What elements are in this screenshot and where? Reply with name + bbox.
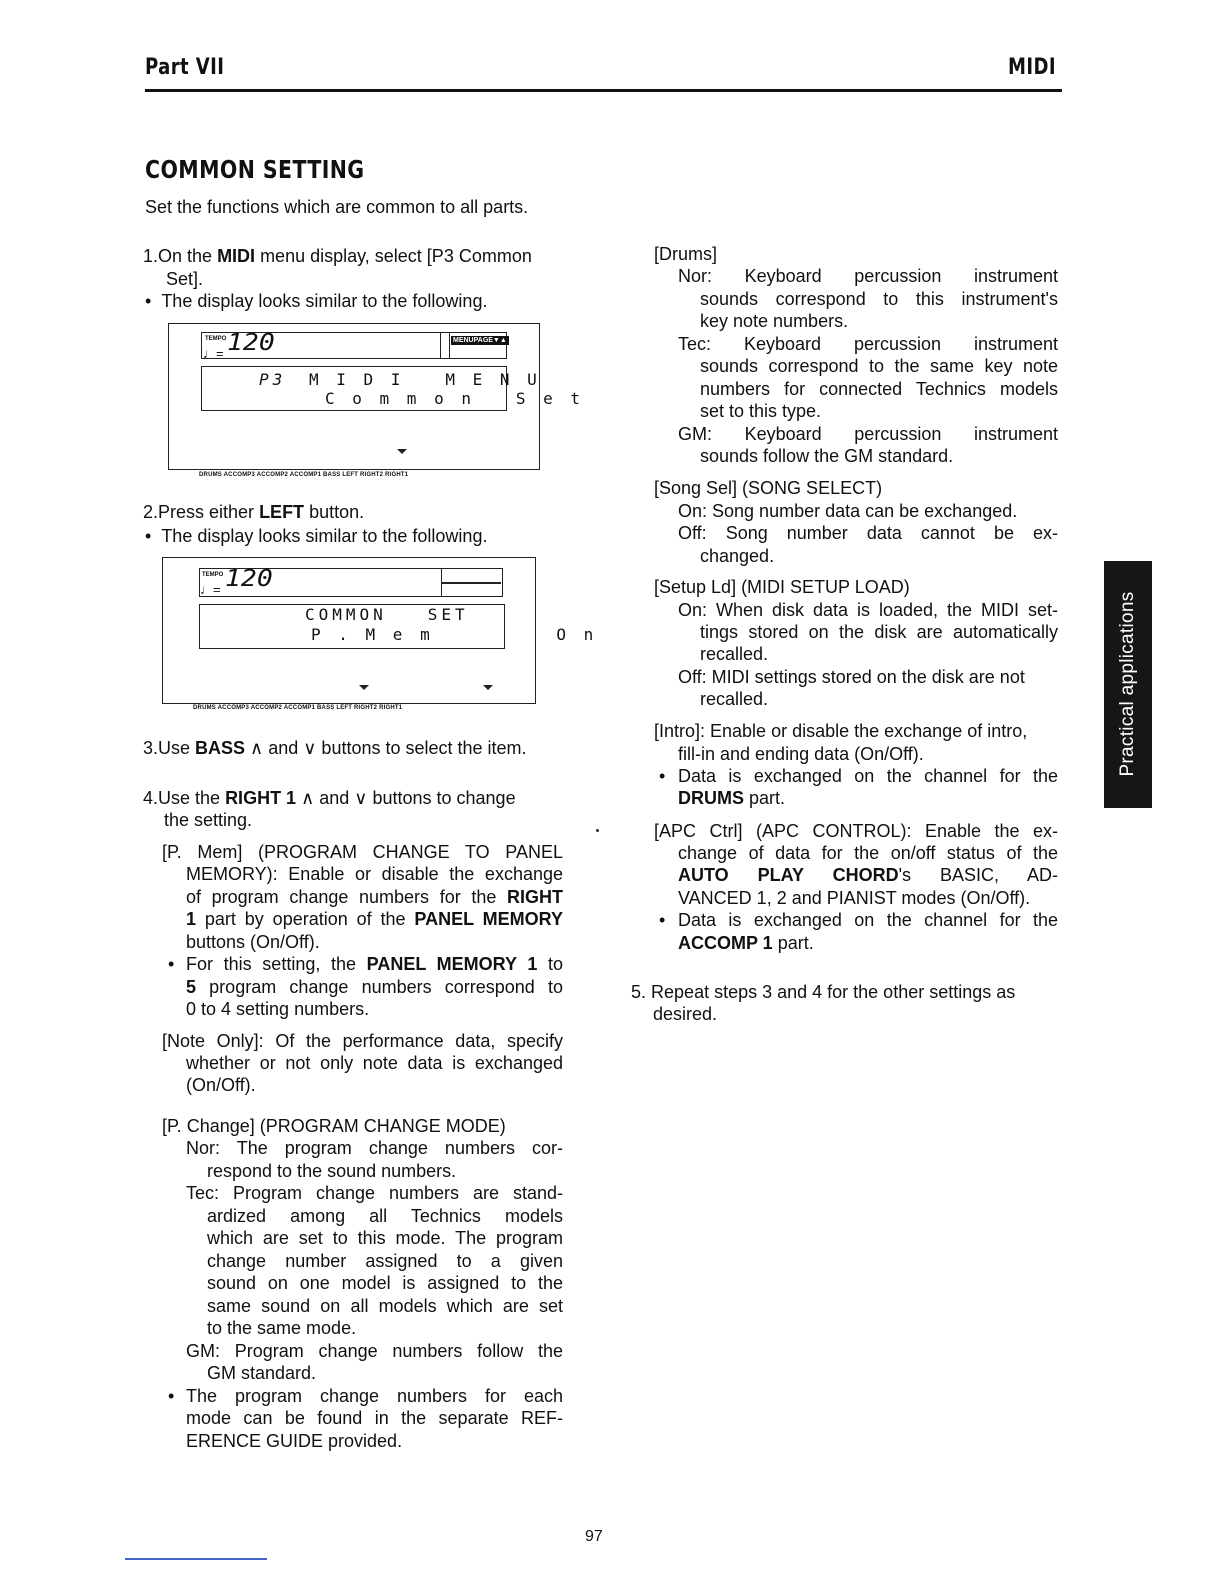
intro-bullet-2: DRUMS part. [678, 788, 786, 808]
lcd-line-1: M I D I M E N U [309, 370, 541, 389]
tempo-value: 120 [225, 566, 273, 592]
intro-bullet-marker: • [659, 766, 666, 786]
intro-item-line-1: [Intro]: Enable or disable the exchange of intro, [654, 721, 1028, 741]
step5-line-1: 5. Repeat steps 3 and 4 for the other settings as [631, 982, 1016, 1002]
pchange-tec-1: Tec: Program change numbers are stand- [186, 1183, 563, 1203]
down-arrow-icon [359, 685, 369, 690]
lcd-line-2: P . M e m O n [311, 625, 598, 644]
footer-link-line [125, 1558, 267, 1560]
pchange-gm-2: GM standard. [207, 1363, 317, 1383]
pchange-tec-2: ardized among all Technics models [207, 1206, 563, 1226]
drums-nor-3: key note numbers. [700, 311, 849, 331]
setupld-off-1: Off: MIDI settings stored on the disk are not [678, 667, 1025, 687]
step4-cont: the setting. [164, 810, 253, 830]
noteonly-line-3: (On/Off). [186, 1075, 256, 1095]
apc-bullet-marker: • [659, 910, 666, 930]
pmem-line-1: [P. Mem] (PROGRAM CHANGE TO PANEL [162, 842, 563, 862]
pchange-nor-2: respond to the sound numbers. [207, 1161, 457, 1181]
noteonly-line-1: [Note Only]: Of the performance data, specify [162, 1031, 563, 1051]
pchange-title: [P. Change] (PROGRAM CHANGE MODE) [162, 1116, 506, 1136]
pchange-tec-4: change number assigned to a given [207, 1251, 563, 1271]
pmem-bullet-3: 0 to 4 setting numbers. [186, 999, 370, 1019]
step1-cont: Set]. [166, 269, 204, 289]
header-rule [145, 89, 1062, 92]
down-arrow-icon [397, 449, 407, 454]
songsel-off-2: changed. [700, 546, 775, 566]
quarter-note-icon: ♩= [203, 346, 224, 361]
drums-title: [Drums] [654, 244, 717, 264]
pchange-tec-7: to the same mode. [207, 1318, 357, 1338]
pmem-line-2: MEMORY): Enable or disable the exchange [186, 864, 563, 884]
pchange-gm-1: GM: Program change numbers follow the [186, 1341, 563, 1361]
lcd-line-2: C o m m o n S e t [325, 389, 585, 408]
pchange-tec-6: same sound on all models which are set [207, 1296, 563, 1316]
intro-text: Set the functions which are common to all parts. [145, 197, 529, 217]
setupld-on-2: tings stored on the disk are automatically [700, 622, 1058, 642]
setupld-title: [Setup Ld] (MIDI SETUP LOAD) [654, 577, 910, 597]
page-number: 97 [585, 1528, 603, 1545]
part-strip: DRUMS ACCOMP3 ACCOMP2 ACCOMP1 BASS LEFT RIGHT2 RIGHT1 [193, 705, 403, 711]
section-title: COMMON SETTING [145, 155, 365, 184]
pmem-bullet-2: 5 program change numbers correspond to [186, 977, 563, 997]
apc-line-4: VANCED 1, 2 and PIANIST modes (On/Off). [678, 888, 1031, 908]
stray-mark [596, 829, 599, 832]
intro-item-line-2: fill-in and ending data (On/Off). [678, 744, 924, 764]
part-strip: DRUMS ACCOMP3 ACCOMP2 ACCOMP1 BASS LEFT RIGHT2 RIGHT1 [199, 472, 409, 478]
drums-tec-1: Tec: Keyboard percussion instrument [678, 334, 1058, 354]
step1-bullet: • The display looks similar to the following. [145, 291, 488, 311]
apc-bullet-1: Data is exchanged on the channel for the [678, 910, 1058, 930]
side-tab-label: Practical applications [1117, 591, 1138, 777]
setupld-off-2: recalled. [700, 689, 769, 709]
pchange-bullet-3: ERENCE GUIDE provided. [186, 1431, 403, 1451]
songsel-on: On: Song number data can be exchanged. [678, 501, 1018, 521]
intro-bullet-1: Data is exchanged on the channel for the [678, 766, 1058, 786]
menupage-indicator: MENUPAGE▼▲ [453, 337, 507, 344]
songsel-off-1: Off: Song number data cannot be ex- [678, 523, 1058, 543]
tempo-label: TEMPO [205, 336, 227, 342]
setupld-on-3: recalled. [700, 644, 769, 664]
lcd-line-1: COMMON SET [305, 605, 469, 624]
lcd-display-2 [162, 557, 598, 711]
drums-tec-4: set to this type. [700, 401, 822, 421]
pmem-bullet-marker: • [168, 954, 175, 974]
pchange-tec-3: which are set to this mode. The program [207, 1228, 563, 1248]
drums-gm-2: sounds follow the GM standard. [700, 446, 954, 466]
header-part: Part VII [145, 55, 225, 80]
drums-tec-3: numbers for connected Technics models [700, 379, 1058, 399]
songsel-title: [Song Sel] (SONG SELECT) [654, 478, 883, 498]
header-chapter: MIDI [1008, 55, 1056, 80]
apc-line-2: change of data for the on/off status of the [678, 843, 1058, 863]
apc-line-1: [APC Ctrl] (APC CONTROL): Enable the ex- [654, 821, 1058, 841]
page-indicator: P3 [259, 370, 287, 389]
quarter-note-icon: ♩= [200, 582, 221, 597]
pmem-line-4: 1 part by operation of the PANEL MEMORY [186, 909, 563, 929]
down-arrow-icon [483, 685, 493, 690]
drums-nor-1: Nor: Keyboard percussion instrument [678, 266, 1058, 286]
step4-line: 4.Use the RIGHT 1 ∧ and ∨ buttons to change [143, 788, 516, 808]
pchange-nor-1: Nor: The program change numbers cor- [186, 1138, 563, 1158]
step3-line: 3.Use BASS ∧ and ∨ buttons to select the item. [143, 738, 527, 758]
step2-line: 2.Press either LEFT button. [143, 502, 365, 522]
apc-bullet-2: ACCOMP 1 part. [678, 933, 814, 953]
drums-nor-2: sounds correspond to this instrument's [700, 289, 1058, 309]
step2-bullet: • The display looks similar to the following. [145, 526, 488, 546]
setupld-on-1: On: When disk data is loaded, the MIDI set- [678, 600, 1058, 620]
right-box-divider [441, 582, 501, 584]
step1-line: 1.On the MIDI menu display, select [P3 Common [143, 246, 532, 266]
pmem-line-5: buttons (On/Off). [186, 932, 320, 952]
pchange-bullet-2: mode can be found in the separate REF- [186, 1408, 563, 1428]
step5-line-2: desired. [653, 1004, 718, 1024]
pchange-tec-5: sound on one model is assigned to the [207, 1273, 563, 1293]
lcd-display-1 [168, 323, 585, 478]
pmem-bullet-1: For this setting, the PANEL MEMORY 1 to [186, 954, 564, 974]
apc-line-3: AUTO PLAY CHORD's BASIC, AD- [678, 865, 1059, 885]
tempo-value: 120 [227, 330, 275, 356]
pmem-line-3: of program change numbers for the RIGHT [186, 887, 563, 907]
tempo-label: TEMPO [202, 572, 224, 578]
pchange-bullet-1: The program change numbers for each [186, 1386, 563, 1406]
noteonly-line-2: whether or not only note data is exchanged [186, 1053, 563, 1073]
drums-tec-2: sounds correspond to the same key note [700, 356, 1058, 376]
drums-gm-1: GM: Keyboard percussion instrument [678, 424, 1058, 444]
pchange-bullet-marker: • [168, 1386, 175, 1406]
